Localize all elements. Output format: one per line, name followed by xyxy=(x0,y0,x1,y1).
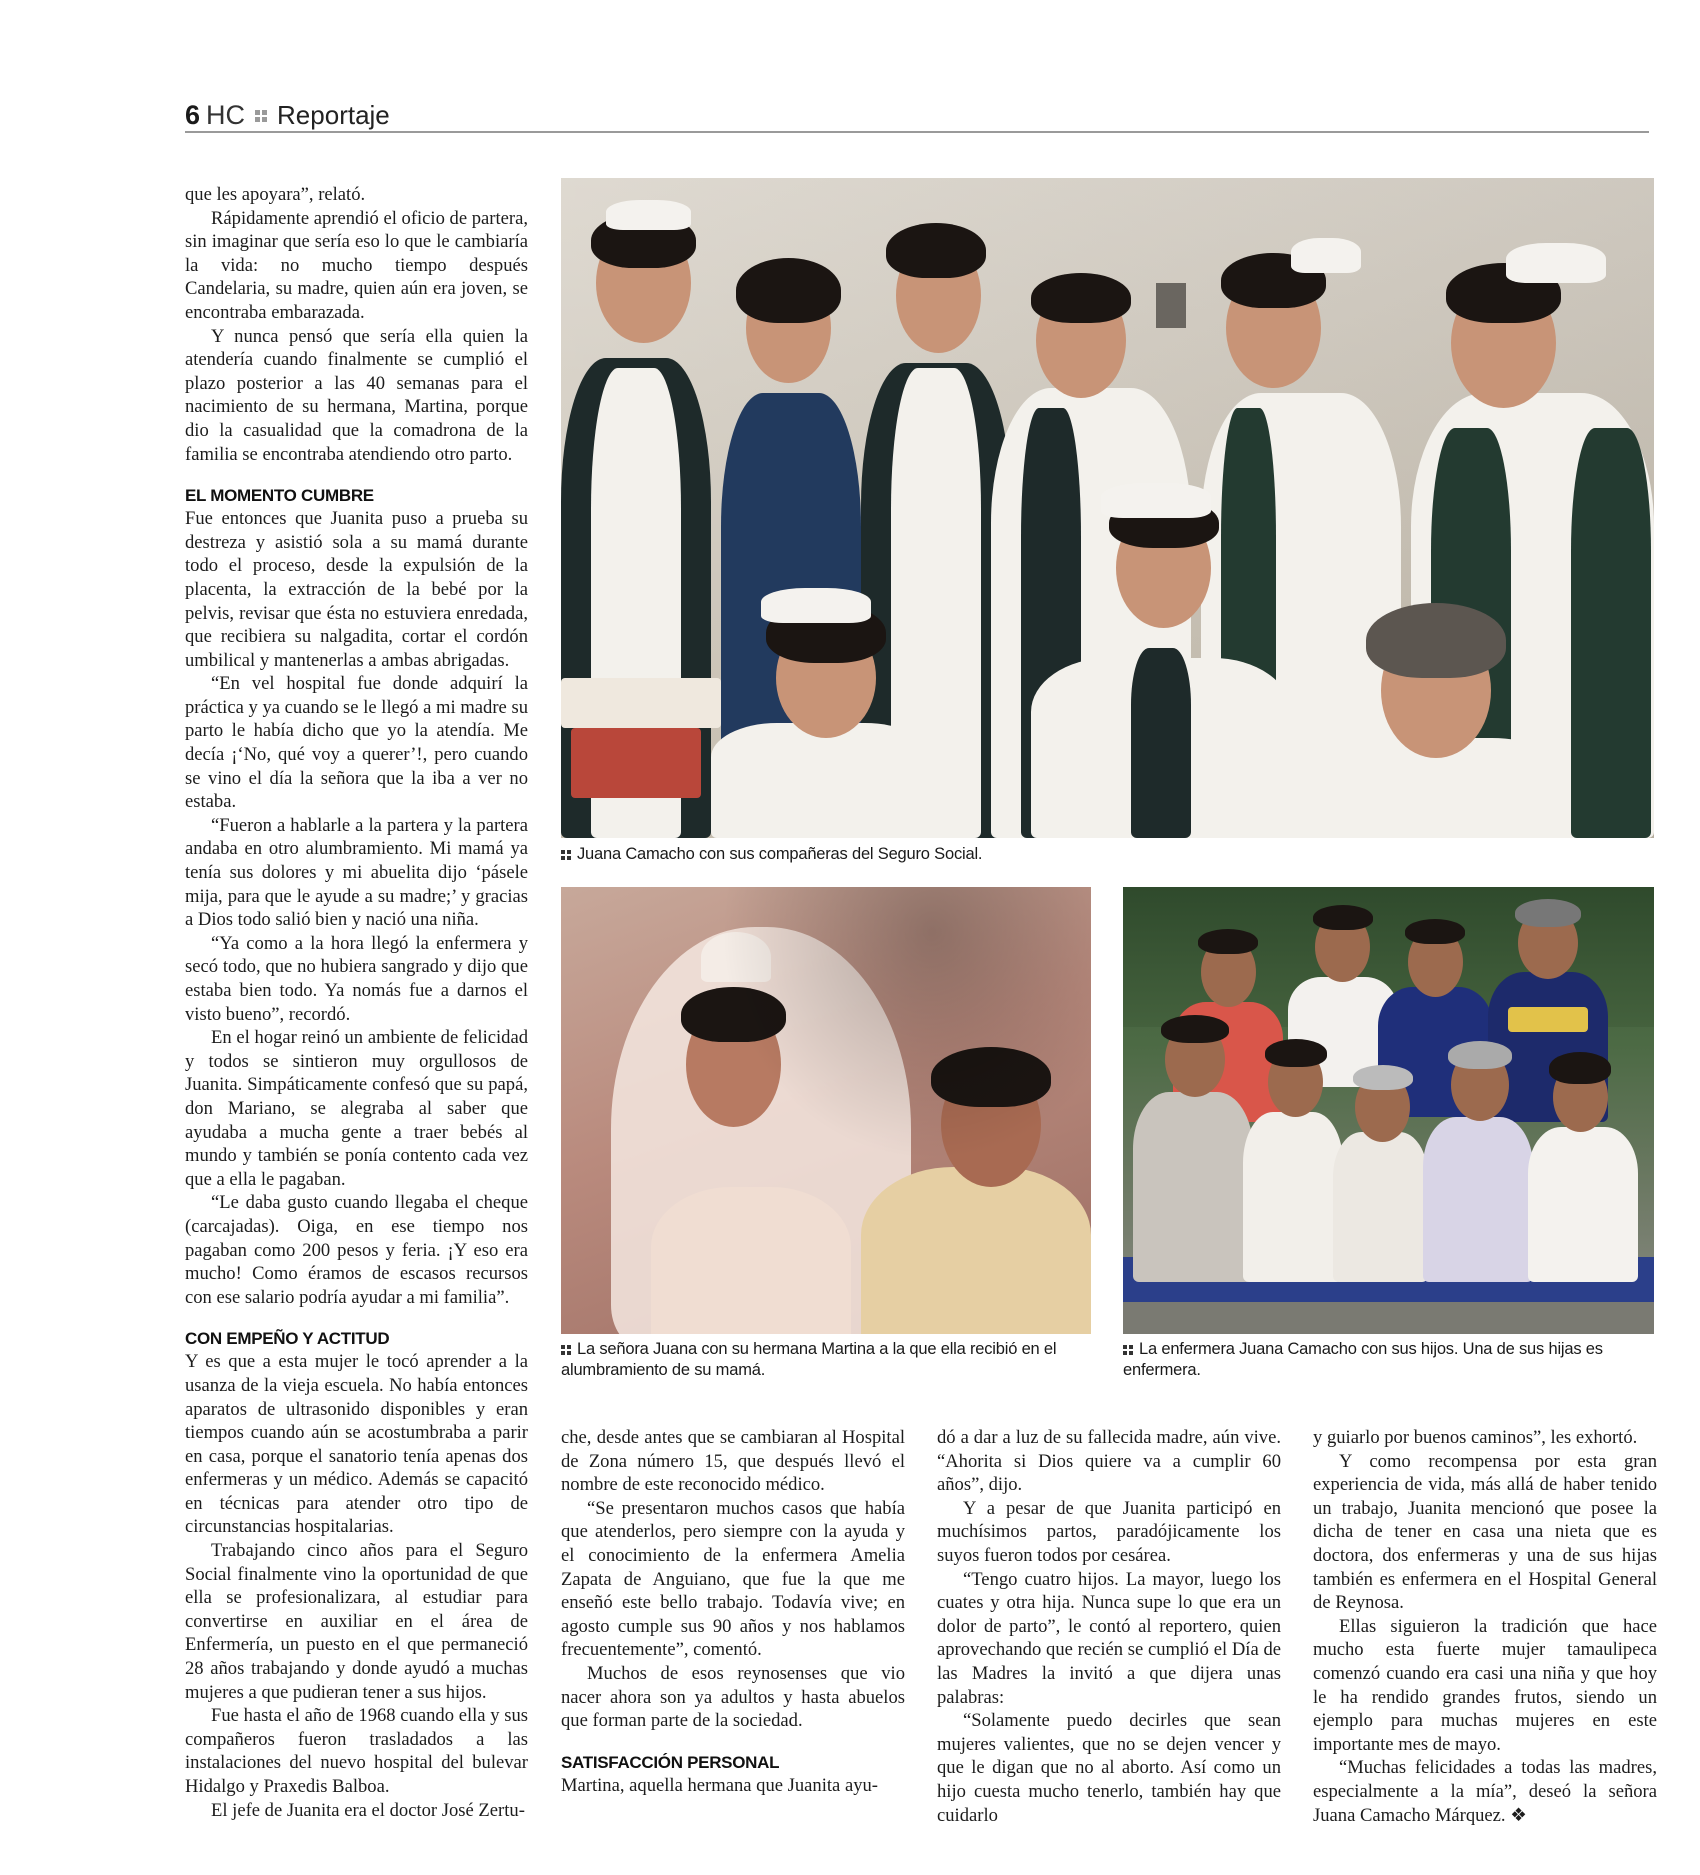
caption-text: La enfermera Juana Camacho con sus hijos. Una de sus hijas es enfermera. xyxy=(1123,1340,1603,1379)
article-column-2 xyxy=(561,1426,905,1797)
article-column-3 xyxy=(937,1426,1281,1827)
caption-text: La señora Juana con su hermana Martina a la que ella recibió en el alumbramiento de su mamá. xyxy=(561,1340,1057,1379)
section-title: Reportaje xyxy=(277,100,390,130)
photo-bride-and-sister xyxy=(561,887,1091,1334)
caption-marker-icon xyxy=(1123,1345,1133,1355)
paragraph: que les apoyara”, relató. xyxy=(185,184,366,205)
photo-nurses-group xyxy=(561,178,1654,838)
paragraph: “Se presentaron muchos casos que había que atenderlos, pero siempre con la ayuda y el conocimiento de la enfermera Amelia Zapata de Anguiano, que fue la que me enseñó este bello trabajo. Todavía vive; en agosto cumple sus 90 años y nos hablamos frecuentemente”, comentó. xyxy=(561,1497,905,1661)
article-column-4 xyxy=(1313,1426,1657,1827)
paragraph: “Tengo cuatro hijos. La mayor, luego los cuates y otra hija. Nunca supe lo que era un dolor de parto”, le contó al reportero, quien aprovechando que recién se cumplió el Día de las Madres la invitó a que dijera unas palabras: xyxy=(937,1568,1281,1708)
subheading: EL MOMENTO CUMBRE xyxy=(185,486,374,506)
page-header xyxy=(185,97,1649,133)
paragraph: El jefe de Juanita era el doctor José Zertu- xyxy=(211,1799,525,1821)
paragraph: “Fueron a hablarle a la partera y la partera andaba en otro alumbramiento. Mi mamá ya tenía sus dolores y mi abuelita dijo ‘pásele mija, para que le ayude a su madre;’ y gracias a Dios todo salió bien y nació una niña. xyxy=(185,814,528,931)
caption-marker-icon xyxy=(561,1345,571,1355)
caption-marker-icon xyxy=(561,850,571,860)
paragraph: che, desde antes que se cambiaran al Hospital de Zona número 15, que después llevó el nombre de este reconocido médico. xyxy=(561,1427,905,1496)
paragraph: Fue hasta el año de 1968 cuando ella y sus compañeros fueron trasladados a las instalaciones del nuevo hospital del bulevar Hidalgo y Praxedis Balboa. xyxy=(185,1705,528,1797)
paragraph: “Le daba gusto cuando llegaba el cheque (carcajadas). Oiga, en ese tiempo nos pagaban como 200 pesos y feria. ¡Y eso era mucho! Como éramos de escasos recursos con ese salario podría ayudar a mi familia”. xyxy=(185,1192,528,1308)
photo-caption xyxy=(561,844,1654,865)
paragraph: Ellas siguieron la tradición que hace mucho esta fuerte mujer tamaulipeca comenzó cuando era casi una niña y que hoy le ha rendido grandes frutos, siendo un ejemplo para muchas mujeres en este importante mes de mayo. xyxy=(1313,1615,1657,1755)
section-separator-icon xyxy=(255,110,267,122)
paragraph: Y es que a esta mujer le tocó aprender a la usanza de la vieja escuela. No había entonces aparatos de ultrasonido disponibles y eran tiempos cuando aún se acostumbraba a parir en casa, porque el sanatorio tenía apenas dos enfermeras y un médico. Además se capacitó en técnicas para atender otro tipo de circunstancias hospitalarias. xyxy=(185,1351,528,1538)
paragraph: dó a dar a luz de su fallecida madre, aún vive. “Ahorita si Dios quiere va a cumplir 60 años”, dijo. xyxy=(937,1427,1281,1496)
paragraph: y guiarlo por buenos caminos”, les exhortó. xyxy=(1313,1427,1638,1448)
subheading: SATISFACCIÓN PERSONAL xyxy=(561,1752,780,1772)
page-number: 6 xyxy=(185,100,201,130)
paragraph: Y como recompensa por esta gran experiencia de vida, más allá de haber tenido un trabajo, Juanita mencionó que posee la dicha de tener en casa una nieta que es doctora, dos enfermeras y una de sus hijas también es enfermera en el Hospital General de Reynosa. xyxy=(1313,1450,1657,1614)
paragraph: Fue entonces que Juanita puso a prueba su destreza y asistió sola a su mamá durante todo el proceso, desde la expulsión de la placenta, la extracción de la bebé por la pelvis, revisar que ésta no estuviera enredada, que recibiera su nalgadita, cortar el cordón umbilical y mantenerlas a ambas abrigadas. xyxy=(185,508,528,671)
paragraph: Y a pesar de que Juanita participó en muchísimos partos, paradójicamente los suyos fueron todos por cesárea. xyxy=(937,1497,1281,1566)
publication-name: HC xyxy=(206,100,246,130)
paragraph: Martina, aquella hermana que Juanita ayu- xyxy=(561,1774,878,1796)
article-column-1 xyxy=(185,183,528,1822)
paragraph: Y nunca pensó que sería ella quien la atendería cuando finalmente se cumplió el plazo posterior a las 40 semanas para el nacimiento de su hermana, Martina, porque dio la casualidad que la comadrona de la familia se encontraba atendiendo otro parto. xyxy=(185,325,528,465)
photo-caption xyxy=(1123,1339,1654,1381)
subheading: CON EMPEÑO Y ACTITUD xyxy=(185,1329,390,1349)
caption-text: Juana Camacho con sus compañeras del Seguro Social. xyxy=(577,845,983,863)
photo-caption xyxy=(561,1339,1091,1381)
paragraph: “Muchas felicidades a todas las madres, especialmente a la mía”, deseó la señora Juana Camacho Márquez. ❖ xyxy=(1313,1757,1657,1826)
paragraph: En el hogar reinó un ambiente de felicidad y todos se sintieron muy orgullosos de Juanita. Simpáticamente confesó que su papá, don Mariano, se alegraba al saber que ayudaba a mucha gente a traer bebés al mundo y también se ponía contento cada vez que a ella le pagaban. xyxy=(185,1027,528,1190)
paragraph: “Solamente puedo decirles que sean mujeres valientes, que no se dejen vencer y que le digan que no al aborto. Así como un hijo cuesta mucho tenerlo, también hay que cuidarlo xyxy=(937,1710,1281,1826)
paragraph: “En vel hospital fue donde adquirí la práctica y ya cuando se le llegó a mi madre su parto le había dicho que yo la atendía. Me decía ¡‘No, qué voy a querer’!, pero cuando se vino el día la señora que la iba a ver no estaba. xyxy=(185,673,528,813)
paragraph: Trabajando cinco años para el Seguro Social finalmente vino la oportunidad de que ella se profesionalizara, al estudiar para convertirse en auxiliar en el área de Enfermería, un puesto en el que permaneció 28 años trabajando y donde ayudó a muchas mujeres a que pudieran tener a sus hijos. xyxy=(185,1540,528,1703)
paragraph: “Ya como a la hora llegó la enfermera y secó todo, que no hubiera sangrado y dijo que estaba bien todo. Ya nomás fue a darnos el visto bueno”, recordó. xyxy=(185,932,528,1025)
paragraph: Muchos de esos reynosenses que vio nacer ahora son ya adultos y hasta abuelos que forman parte de la sociedad. xyxy=(561,1662,905,1732)
paragraph: Rápidamente aprendió el oficio de partera, sin imaginar que sería eso lo que le cambiaría la vida: no mucho tiempo después Candelaria, su madre, quien aún era joven, se encontraba embarazada. xyxy=(185,207,528,323)
photo-family xyxy=(1123,887,1654,1334)
